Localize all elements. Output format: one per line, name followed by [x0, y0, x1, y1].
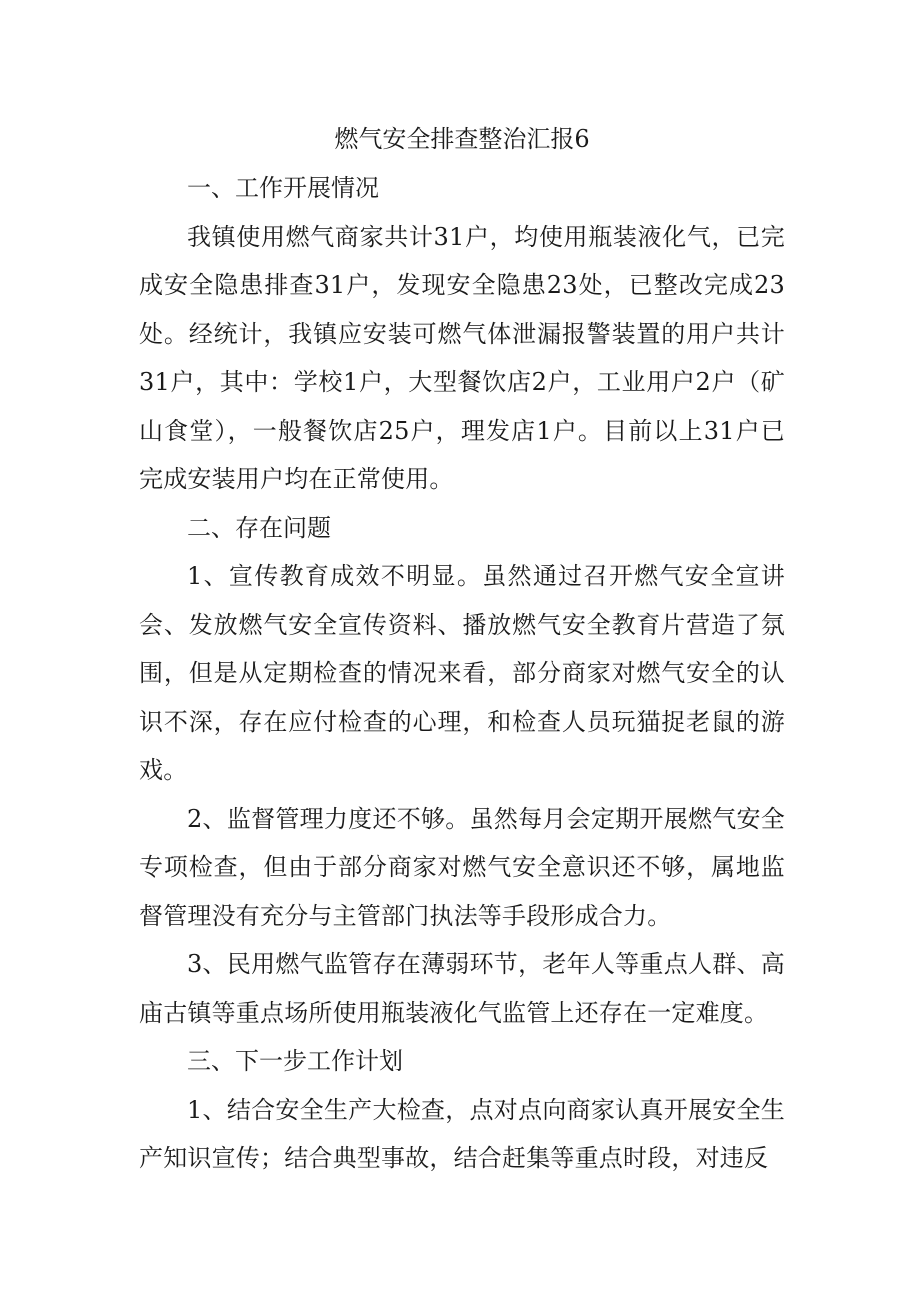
document-page	[139, 114, 785, 1183]
paragraph: 1、结合安全生产大检查，点对点向商家认真开展安全生产知识宣传；结合典型事故，结合赶集等重点时段，对违反	[139, 1095, 785, 1172]
paragraph: 2、监督管理力度还不够。虽然每月会定期开展燃气安全专项检查，但由于部分商家对燃气安全意识还不够，属地监督管理没有充分与主管部门执法等手段形成合力。	[139, 804, 785, 930]
section-heading-work-progress: 一、工作开展情况	[187, 174, 379, 202]
paragraph: 1、宣传教育成效不明显。虽然通过召开燃气安全宣讲会、发放燃气安全宣传资料、播放燃气安全教育片营造了氛围，但是从定期检查的情况来看，部分商家对燃气安全的认识不深，存在应付检查的心理，和检查人员玩猫捉老鼠的游戏。	[139, 562, 785, 784]
paragraph: 3、民用燃气监管存在薄弱环节，老年人等重点人群、高庙古镇等重点场所使用瓶装液化气监管上还存在一定难度。	[139, 950, 785, 1027]
section-heading-existing-problems: 二、存在问题	[187, 513, 331, 542]
document-title: 燃气安全排查整治汇报6	[334, 125, 590, 153]
section-heading-next-steps: 三、下一步工作计划	[187, 1047, 403, 1075]
paragraph: 我镇使用燃气商家共计31户，均使用瓶装液化气，已完成安全隐患排查31户，发现安全隐患23处，已整改完成23处。经统计，我镇应安装可燃气体泄漏报警装置的用户共计31户，其中：学校1户，大型餐饮店2户，工业用户2户（矿山食堂），一般餐饮店25户，理发店1户。目前以上31户已完成安装用户均在正常使用。	[139, 222, 785, 493]
